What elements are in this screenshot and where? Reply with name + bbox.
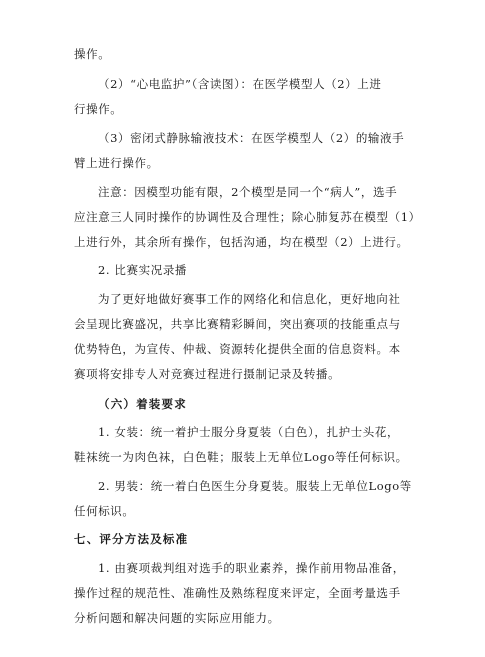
- text-line: 1. 女装：统一着护士服分身夏装（白色），扎护士头花，: [98, 425, 400, 439]
- text-line: 任何标识。: [74, 504, 135, 518]
- text-line: 操作过程的规范性、准确性及熟练程度来评定，全面考量选手: [74, 586, 401, 600]
- text-line: 注意：因模型功能有限，2个模型是同一个“病人”，选手: [98, 185, 398, 199]
- chapter-heading: 七、评分方法及标准: [74, 532, 189, 546]
- text-line: 2. 男装：统一着白色医生分身夏装。服装上无单位Logo等: [98, 479, 412, 493]
- section-heading: （六）着装要求: [98, 397, 187, 411]
- text-line: 会呈现比赛盛况，共享比赛精彩瞬间，突出赛项的技能重点与: [74, 317, 401, 331]
- text-line: 行操作。: [74, 102, 123, 116]
- text-line: 臂上进行操作。: [74, 156, 159, 170]
- text-line: 上进行外，其余所有操作，包括沟通，均在模型（2）上进行。: [74, 235, 409, 249]
- section-subheading: 2. 比赛实况录播: [98, 263, 188, 277]
- text-line: 优势特色，为宣传、仲裁、资源转化提供全面的信息资料。本: [74, 342, 401, 356]
- text-line: （2）“心电监护”（含读图）：在医学模型人（2）上进: [98, 77, 382, 91]
- text-line: 操作。: [74, 47, 111, 61]
- text-line: 赛项将安排专人对竞赛过程进行摄制记录及转播。: [74, 367, 341, 381]
- text-line: 为了更好地做好赛事工作的网络化和信息化，更好地向社: [98, 292, 401, 306]
- text-line: 应注意三人同时操作的协调性及合理性；除心肺复苏在模型（1）: [74, 210, 421, 224]
- text-line: 分析问题和解决问题的实际应用能力。: [74, 611, 280, 625]
- text-line: 1. 由赛项裁判组对选手的职业素养，操作前用物品准备，: [98, 561, 405, 575]
- text-line: 鞋袜统一为肉色袜，白色鞋；服装上无单位Logo等任何标识。: [74, 450, 408, 464]
- text-line: （3）密闭式静脉输液技术：在医学模型人（2）的输液手: [98, 131, 405, 145]
